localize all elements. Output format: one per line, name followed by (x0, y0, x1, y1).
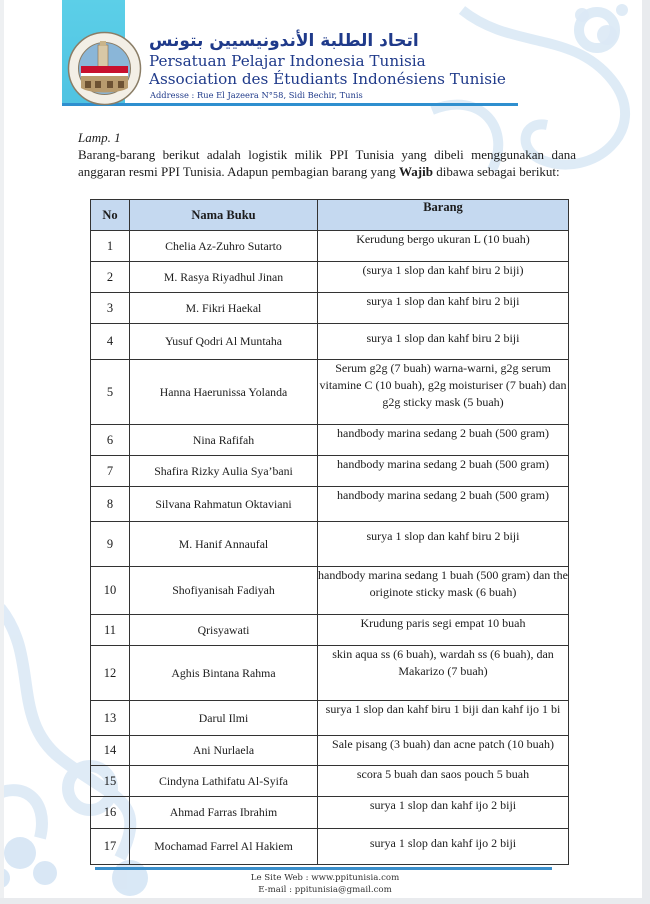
cell-no: 2 (91, 262, 130, 293)
cell-no: 15 (91, 766, 130, 797)
cell-nama: Darul Ilmi (130, 701, 318, 736)
org-name-indonesian: Persatuan Pelajar Indonesia Tunisia (149, 52, 426, 70)
cell-barang: surya 1 slop dan kahf biru 2 biji (318, 293, 569, 324)
cell-barang: (surya 1 slop dan kahf biru 2 biji) (318, 262, 569, 293)
org-address: Addresse : Rue El Jazeera N°58, Sidi Bechir, Tunis (150, 90, 363, 100)
cell-nama: Chelia Az-Zuhro Sutarto (130, 231, 318, 262)
attachment-label: Lamp. 1 (78, 130, 121, 145)
org-name-french: Association des Étudiants Indonésiens Tunisie (149, 70, 506, 88)
cell-nama: M. Fikri Haekal (130, 293, 318, 324)
cell-barang: skin aqua ss (6 buah), wardah ss (6 buah), dan Makarizo (7 buah) (318, 646, 569, 701)
cell-barang: surya 1 slop dan kahf ijo 2 biji (318, 829, 569, 865)
footer-website: Le Site Web : www.ppitunisia.com (250, 873, 400, 883)
cell-nama: M. Hanif Annaufal (130, 522, 318, 567)
cell-barang: surya 1 slop dan kahf ijo 2 biji (318, 797, 569, 829)
cell-no: 6 (91, 425, 130, 456)
cell-barang: Serum g2g (7 buah) warna-warni, g2g serum vitamine C (10 buah), g2g moisturiser (7 buah) dan g2g sticky mask (5 buah) (318, 360, 569, 425)
table-row (91, 701, 569, 736)
cell-nama: Shofiyanisah Fadiyah (130, 567, 318, 615)
org-name-arabic: اتحاد الطلبة الأندونيسيين بتونس (149, 31, 419, 51)
cell-barang: surya 1 slop dan kahf biru 2 biji (318, 522, 569, 567)
cell-no: 16 (91, 797, 130, 829)
intro-paragraph (78, 146, 576, 180)
cell-no: 4 (91, 324, 130, 360)
cell-barang: handbody marina sedang 2 buah (500 gram) (318, 456, 569, 487)
table-row (91, 736, 569, 766)
column-header-no: No (91, 200, 130, 231)
cell-barang-text: surya 1 slop dan kahf biru 1 biji dan kahf ijo 1 bi (325, 702, 561, 716)
table-row (91, 522, 569, 567)
page-edge (642, 0, 650, 904)
cell-no: 7 (91, 456, 130, 487)
page-edge (0, 0, 4, 904)
logistics-table (90, 199, 569, 865)
cell-nama: Shafira Rizky Aulia Sya’bani (130, 456, 318, 487)
footer-divider (95, 867, 552, 870)
cell-barang: handbody marina sedang 1 buah (500 gram) dan the originote sticky mask (6 buah) (318, 567, 569, 615)
table-row (91, 324, 569, 360)
cell-no: 17 (91, 829, 130, 865)
table-row (91, 360, 569, 425)
table-row (91, 456, 569, 487)
cell-nama: Qrisyawati (130, 615, 318, 646)
cell-no: 5 (91, 360, 130, 425)
table-row (91, 829, 569, 865)
cell-nama: Nina Rafifah (130, 425, 318, 456)
cell-no: 13 (91, 701, 130, 736)
footer (0, 872, 642, 896)
cell-no: 9 (91, 522, 130, 567)
table-row (91, 425, 569, 456)
footer-email: E-mail : ppitunisia@gmail.com (258, 885, 392, 895)
table-row (91, 293, 569, 324)
cell-barang: scora 5 buah dan saos pouch 5 buah (318, 766, 569, 797)
cell-no: 12 (91, 646, 130, 701)
cell-nama: Ani Nurlaela (130, 736, 318, 766)
cell-barang: Krudung paris segi empat 10 buah (318, 615, 569, 646)
cell-nama: M. Rasya Riyadhul Jinan (130, 262, 318, 293)
table-row (91, 615, 569, 646)
cell-no: 1 (91, 231, 130, 262)
cell-no: 14 (91, 736, 130, 766)
table-row (91, 487, 569, 522)
ppi-tunisia-logo (67, 31, 142, 106)
cell-barang: handbody marina sedang 2 buah (500 gram) (318, 487, 569, 522)
cell-barang: Kerudung bergo ukuran L (10 buah) (318, 231, 569, 262)
cell-barang: surya 1 slop dan kahf biru 2 biji (318, 324, 569, 360)
column-header-barang: Barang (318, 200, 569, 231)
cell-nama: Yusuf Qodri Al Muntaha (130, 324, 318, 360)
table-header-row (91, 200, 569, 231)
intro-text: Barang-barang berikut adalah logistik milik PPI Tunisia yang dibeli menggunakan dana anggaran resmi PPI Tunisia. Adapun pembagian barang yang (78, 147, 576, 179)
page-edge (0, 898, 650, 904)
cell-nama: Mochamad Farrel Al Hakiem (130, 829, 318, 865)
cell-no: 8 (91, 487, 130, 522)
intro-text-end: dibawa sebagai berikut: (432, 164, 560, 179)
cell-nama: Cindyna Lathifatu Al-Syifa (130, 766, 318, 797)
intro-bold-word: Wajib (398, 164, 433, 179)
cell-nama: Hanna Haerunissa Yolanda (130, 360, 318, 425)
table-row (91, 797, 569, 829)
column-header-nama-buku: Nama Buku (130, 200, 318, 231)
table-row (91, 231, 569, 262)
cell-nama: Silvana Rahmatun Oktaviani (130, 487, 318, 522)
cell-nama: Aghis Bintana Rahma (130, 646, 318, 701)
cell-nama: Ahmad Farras Ibrahim (130, 797, 318, 829)
cell-barang: Sale pisang (3 buah) dan acne patch (10 buah) (318, 736, 569, 766)
cell-barang (318, 701, 569, 736)
cell-no: 11 (91, 615, 130, 646)
cell-no: 3 (91, 293, 130, 324)
cell-barang: handbody marina sedang 2 buah (500 gram) (318, 425, 569, 456)
cell-no: 10 (91, 567, 130, 615)
table-row (91, 262, 569, 293)
table-row (91, 646, 569, 701)
table-row (91, 567, 569, 615)
table-row (91, 766, 569, 797)
